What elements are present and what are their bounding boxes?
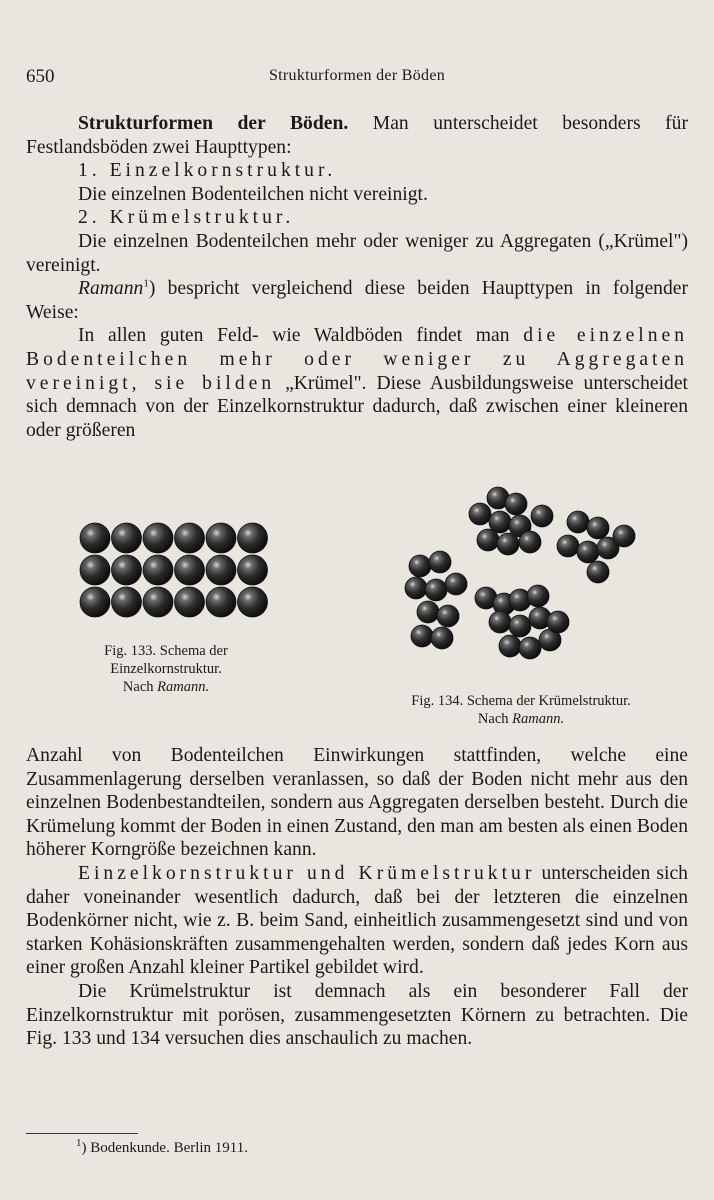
figure-133-credit-prefix: Nach	[122, 679, 154, 695]
difference-spaced: Einzelkornstruktur und Krümelstruktur	[78, 862, 536, 884]
figure-134-credit-prefix: Nach	[477, 711, 509, 727]
crumb-sphere	[499, 635, 521, 657]
intro-paragraph	[26, 112, 688, 159]
grain-sphere	[143, 523, 173, 553]
crumb-sphere	[587, 517, 609, 539]
page-number: 650	[26, 66, 55, 87]
final-paragraph: Die Krümelstruktur ist demnach als ein besonderer Fall der Einzelkornstruktur mit porösen, zusammengesetzten Körnern zu betrachten. Die Fig. 133 und 134 versuchen dies anschaulich zu machen.	[26, 980, 688, 1050]
footnote-mark: 1	[76, 1137, 82, 1149]
quote-lead: In allen guten Feld- wie Waldböden findet man	[78, 325, 510, 347]
crumb-sphere	[557, 535, 579, 557]
footnote-text: ) Bodenkunde. Berlin 1911.	[81, 1140, 249, 1156]
crumb-sphere	[411, 625, 433, 647]
crumb-sphere	[405, 577, 427, 599]
crumb-sphere	[547, 611, 569, 633]
crumb-sphere	[469, 503, 491, 525]
quote-spaced: die einzelnen Bodenteilchen mehr oder weniger zu Aggregaten vereinigt, sie bilden	[26, 325, 688, 394]
crumb-sphere	[587, 561, 609, 583]
grain-sphere	[206, 587, 236, 617]
grain-sphere	[175, 523, 205, 553]
crumb-sphere	[431, 627, 453, 649]
crumb-sphere	[437, 605, 459, 627]
grain-sphere	[112, 587, 142, 617]
crumb-sphere	[527, 585, 549, 607]
figure-133-caption: Fig. 133. Schema der Einzelkornstruktur.	[104, 643, 228, 677]
figure-133-single-grain-illustration	[78, 522, 278, 618]
crumb-sphere	[445, 573, 467, 595]
crumb-sphere	[417, 601, 439, 623]
difference-paragraph	[26, 862, 688, 980]
figure-133-credit	[50, 678, 282, 696]
grain-sphere	[206, 523, 236, 553]
crumb-sphere	[519, 531, 541, 553]
grain-sphere	[238, 555, 268, 585]
footnote-ref: 1	[143, 277, 149, 290]
crumb-sphere	[489, 611, 511, 633]
grain-sphere	[80, 555, 110, 585]
page-header	[26, 66, 688, 90]
crumb-sphere	[477, 529, 499, 551]
grain-sphere	[206, 555, 236, 585]
author-name: Ramann	[78, 278, 144, 300]
continuation-paragraph: Anzahl von Bodenteilchen Einwirkungen stattfinden, welche eine Zusammenlagerung derselben veranlassen, so daß der Boden nicht mehr aus den einzelnen Bodenbestandteilen, sondern aus Aggregaten derselben besteht. Durch die Krümelung kommt der Boden in einen Zustand, den man am besten als einen Boden höherer Korngröße bezeichnen kann.	[26, 745, 688, 861]
crumb-sphere	[425, 579, 447, 601]
ramann-paragraph	[26, 277, 688, 324]
type-1-desc: Die einzelnen Bodenteilchen nicht vereinigt.	[78, 183, 428, 205]
footnote-rule	[26, 1133, 138, 1134]
ramann-text: ) bespricht vergleichend diese beiden Haupttypen in folgender Weise:	[26, 278, 688, 323]
crumb-sphere	[409, 555, 431, 577]
difference-text: unterscheiden sich daher voneinander wesentlich dadurch, daß bei der letzteren die einzelnen Bodenkörner nicht, wie z. B. beim Sand, einheitlich zusammengesetzt sind und von starken Kohäsionskräften zusammengehalten werden, sondern daß jedes Korn aus einer großen Anzahl kleiner Partikel gebildet wird.	[26, 862, 688, 979]
quote-krumel: „Krümel".	[285, 372, 367, 394]
intro-text: Man unterscheidet besonders für Festlandsböden zwei Haupttypen:	[26, 113, 688, 158]
figure-134-caption: Fig. 134. Schema der Krümelstruktur.	[411, 693, 631, 709]
quote-rest: Diese Ausbildungsweise unterscheidet sich demnach von der Einzelkornstruktur dadurch, daß zwischen einer kleineren oder größeren	[26, 372, 688, 441]
figure-134-crumb-illustration	[402, 478, 652, 678]
crumb-sphere	[505, 493, 527, 515]
footnote	[76, 1137, 249, 1157]
type-2-desc: Die einzelnen Bodenteilchen mehr oder weniger zu Aggregaten („Krümel") vereinigt.	[26, 230, 688, 276]
grain-sphere	[80, 587, 110, 617]
crumb-sphere	[613, 525, 635, 547]
quote-paragraph	[26, 324, 688, 442]
crumb-sphere	[567, 511, 589, 533]
grain-sphere	[112, 555, 142, 585]
grain-sphere	[175, 555, 205, 585]
grain-sphere	[175, 587, 205, 617]
crumb-sphere	[577, 541, 599, 563]
figure-134-caption-block	[358, 692, 684, 728]
type-2-label: 2. Krümelstruktur.	[78, 207, 295, 229]
type-1-label: 1. Einzelkornstruktur.	[78, 160, 337, 182]
grain-sphere	[238, 587, 268, 617]
crumb-sphere	[429, 551, 451, 573]
figure-133-credit-name: Ramann.	[157, 679, 210, 695]
figure-134-credit	[358, 710, 684, 728]
figures-area	[0, 478, 714, 740]
crumb-sphere	[509, 615, 531, 637]
crumb-sphere	[497, 533, 519, 555]
text-block-top	[26, 112, 688, 442]
grain-sphere	[238, 523, 268, 553]
grain-sphere	[112, 523, 142, 553]
section-heading: Strukturformen der Böden.	[78, 113, 349, 134]
crumb-sphere	[519, 637, 541, 659]
figure-133-caption-block	[50, 642, 282, 696]
grain-sphere	[80, 523, 110, 553]
crumb-sphere	[531, 505, 553, 527]
grain-sphere	[143, 555, 173, 585]
figure-134-credit-name: Ramann.	[512, 711, 565, 727]
text-block-bottom	[26, 744, 688, 1051]
grain-sphere	[143, 587, 173, 617]
running-title: Strukturformen der Böden	[268, 67, 446, 84]
